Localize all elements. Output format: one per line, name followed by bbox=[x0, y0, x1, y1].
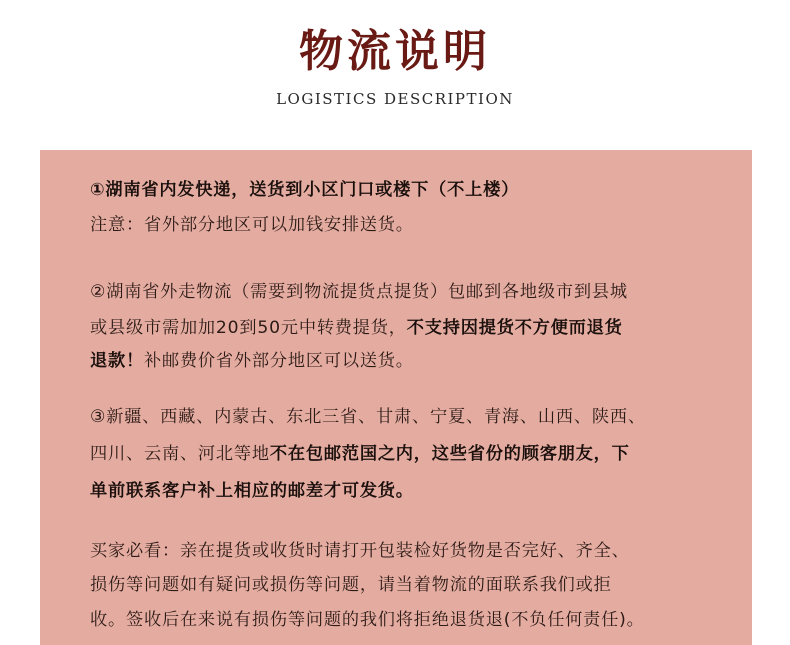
page-subtitle: LOGISTICS DESCRIPTION bbox=[276, 90, 514, 108]
section-2-line-2 bbox=[90, 316, 623, 340]
section-2-line-1: ②湖南省外走物流（需要到物流提货点提货）包邮到各地级市到县城 bbox=[90, 282, 628, 302]
section-4-line-1: 买家必看：亲在提货或收货时请打开包装检好货物是否完好、齐全、 bbox=[90, 541, 630, 561]
section-4-line-2: 损伤等问题如有疑问或损伤等问题，请当着物流的面联系我们或拒 bbox=[90, 575, 612, 595]
section-2-line-3-bold: 退款！ bbox=[90, 351, 144, 371]
section-3-line-3: 单前联系客户补上相应的邮差才可发货。 bbox=[90, 481, 414, 501]
section-1-note: 注意：省外部分地区可以加钱安排送货。 bbox=[90, 215, 414, 235]
section-3-line-2 bbox=[90, 442, 630, 466]
section-3-line-1: ③新疆、西藏、内蒙古、东北三省、甘肃、宁夏、青海、山西、陕西、 bbox=[90, 407, 646, 427]
page-title: 物流说明 bbox=[299, 26, 491, 77]
section-3-line-2-bold: 不在包邮范国之内，这些省份的顾客朋友，下 bbox=[269, 444, 630, 464]
logistics-panel bbox=[40, 150, 752, 645]
section-2-line-3-normal: 补邮费价省外部分地区可以送货。 bbox=[143, 351, 414, 371]
section-1-line-1: ①湖南省内发快递，送货到小区门口或楼下（不上楼） bbox=[90, 180, 520, 200]
section-2-line-2-bold: 不支持因提货不方便而退货 bbox=[406, 318, 623, 338]
section-2-line-2-normal: 或县级市需加加20到50元中转费提货， bbox=[90, 318, 407, 338]
section-4-line-3: 收。签收后在来说有损伤等问题的我们将拒绝退货退(不负任何责任)。 bbox=[90, 610, 645, 630]
section-3-line-2-normal: 四川、云南、河北等地 bbox=[90, 444, 270, 464]
section-2-line-3 bbox=[90, 349, 414, 373]
